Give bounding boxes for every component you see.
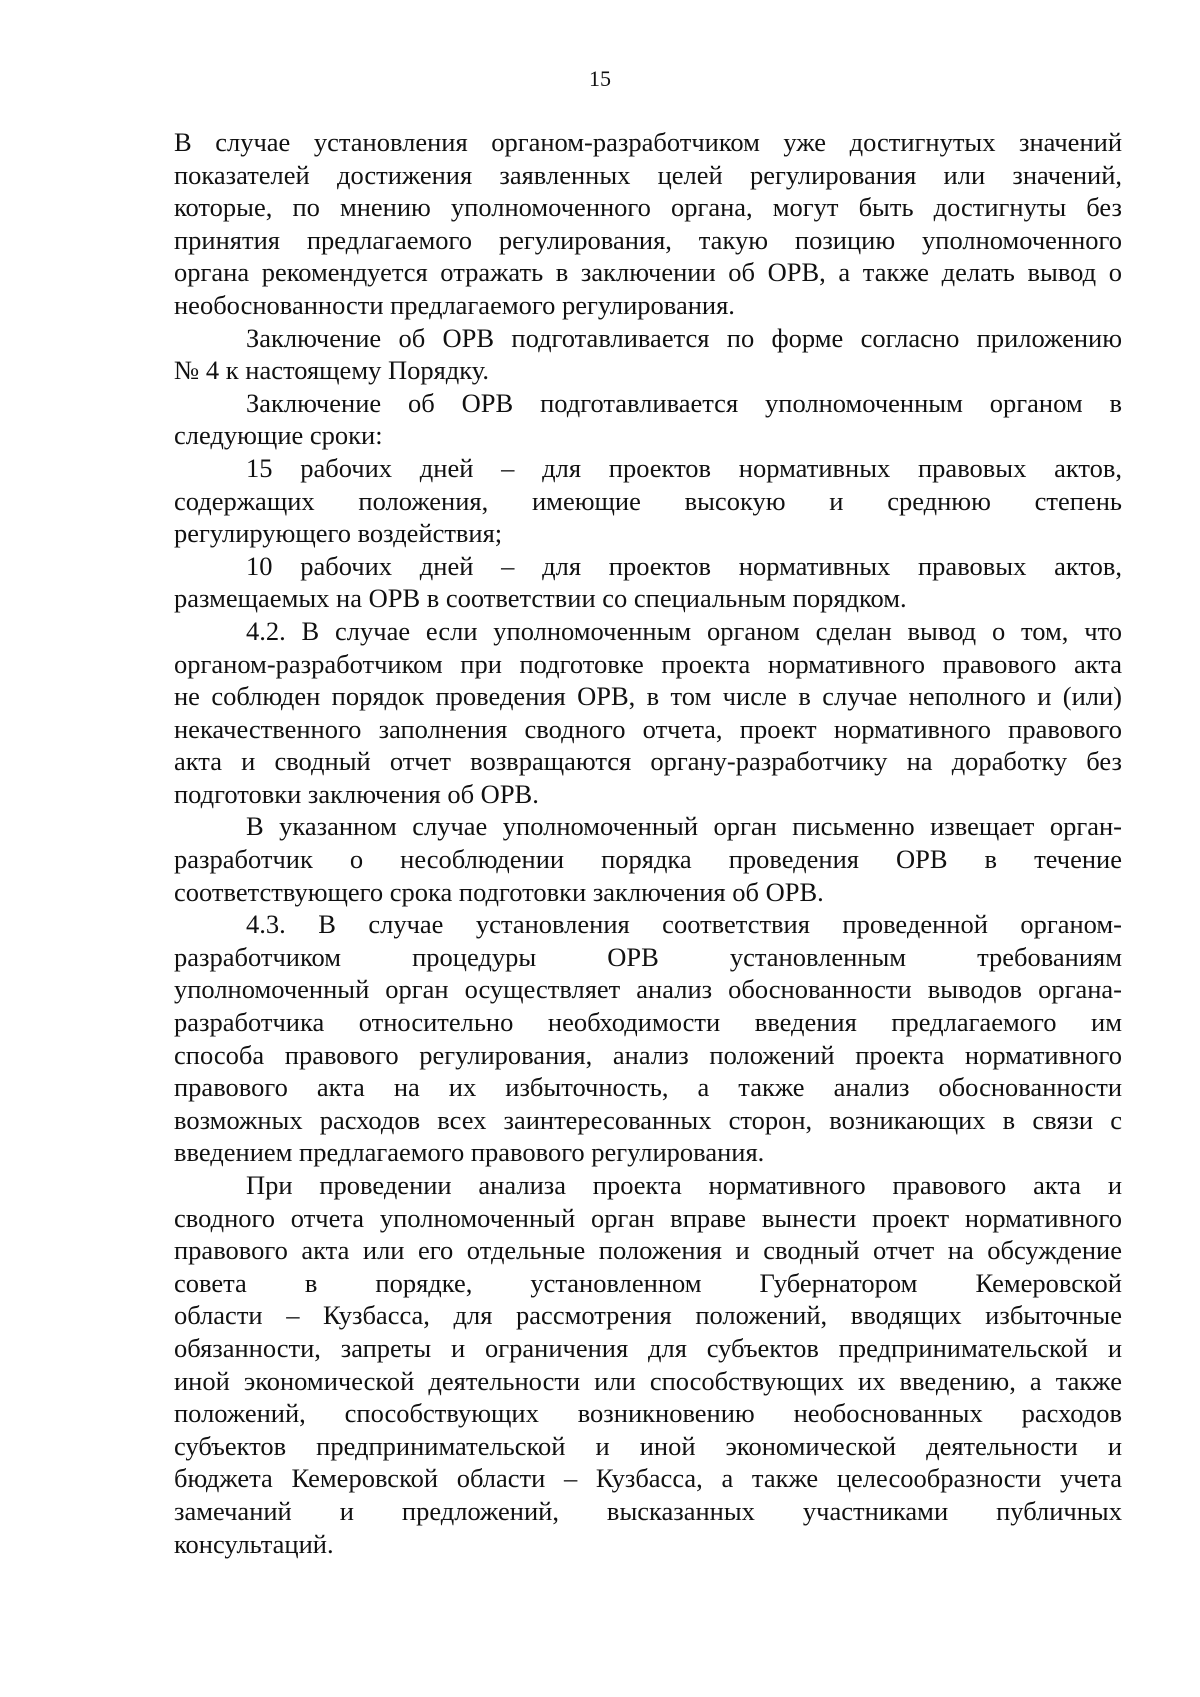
text-line: акта и сводный отчет возвращаются органу-разработчику на доработку без — [174, 746, 1122, 777]
document-body — [174, 126, 1122, 1560]
text-line: необоснованности предлагаемого регулирования. — [174, 289, 735, 320]
text-line: субъектов предпринимательской и иной экономической деятельности и — [174, 1430, 1122, 1461]
text-line: следующие сроки: — [174, 420, 383, 451]
text-line: регулирующего воздействия; — [174, 518, 503, 549]
page-number: 15 — [589, 66, 611, 91]
text-line: замечаний и предложений, высказанных участниками публичных — [174, 1495, 1122, 1526]
text-line: разработчик о несоблюдении порядка проведения ОРВ в течение — [174, 844, 1122, 875]
text-line: положений, способствующих возникновению необоснованных расходов — [174, 1398, 1122, 1429]
text-line: обязанности, запреты и ограничения для субъектов предпринимательской и — [174, 1332, 1122, 1363]
text-line: не соблюден порядок проведения ОРВ, в том числе в случае неполного и (или) — [174, 681, 1122, 712]
text-line: принятия предлагаемого регулирования, такую позицию уполномоченного — [174, 224, 1122, 255]
paragraph — [174, 126, 1122, 322]
text-line: органом-разработчиком при подготовке проекта нормативного правового акта — [174, 648, 1122, 679]
paragraph — [174, 615, 1122, 811]
text-line: которые, по мнению уполномоченного органа, могут быть достигнуты без — [174, 192, 1122, 223]
text-line: возможных расходов всех заинтересованных сторон, возникающих в связи с — [174, 1104, 1122, 1135]
text-line: способа правового регулирования, анализ положений проекта нормативного — [174, 1039, 1122, 1070]
text-line: № 4 к настоящему Порядку. — [174, 355, 489, 386]
text-line: размещаемых на ОРВ в соответствии со специальным порядком. — [174, 583, 907, 614]
text-line: правового акта на их избыточность, а также анализ обоснованности — [174, 1072, 1122, 1103]
text-line: 15 рабочих дней – для проектов нормативных правовых актов, — [246, 452, 1122, 483]
text-line: Заключение об ОРВ подготавливается уполномоченным органом в — [246, 387, 1122, 418]
paragraph — [174, 908, 1122, 1169]
text-line: органа рекомендуется отражать в заключении об ОРВ, а также делать вывод о — [174, 257, 1122, 288]
paragraph — [174, 322, 1122, 387]
paragraph — [174, 387, 1122, 452]
text-line: В случае установления органом-разработчиком уже достигнутых значений — [174, 127, 1122, 157]
text-line: подготовки заключения об ОРВ. — [174, 778, 539, 809]
text-line: бюджета Кемеровской области – Кузбасса, а также целесообразности учета — [174, 1463, 1122, 1494]
text-line: области – Кузбасса, для рассмотрения положений, вводящих избыточные — [174, 1300, 1122, 1331]
text-line: совета в порядке, установленном Губернатором Кемеровской — [174, 1267, 1122, 1298]
text-line: некачественного заполнения сводного отчета, проект нормативного правового — [174, 713, 1122, 744]
text-line: В указанном случае уполномоченный орган письменно извещает орган- — [246, 811, 1122, 842]
paragraph — [174, 452, 1122, 550]
text-line: сводного отчета уполномоченный орган вправе вынести проект нормативного — [174, 1202, 1122, 1233]
text-line: показателей достижения заявленных целей регулирования или значений, — [174, 159, 1122, 190]
text-line: При проведении анализа проекта нормативного правового акта и — [246, 1170, 1122, 1200]
text-line: уполномоченный орган осуществляет анализ обоснованности выводов органа- — [174, 974, 1122, 1005]
paragraph — [174, 1169, 1122, 1560]
text-line: 10 рабочих дней – для проектов нормативных правовых актов, — [246, 550, 1122, 581]
text-line: Заключение об ОРВ подготавливается по форме согласно приложению — [246, 322, 1122, 353]
text-line: разработчика относительно необходимости введения предлагаемого им — [174, 1007, 1122, 1038]
text-line: содержащих положения, имеющие высокую и среднюю степень — [174, 485, 1122, 516]
text-line: 4.2. В случае если уполномоченным органом сделан вывод о том, что — [246, 615, 1122, 646]
text-line: соответствующего срока подготовки заключения об ОРВ. — [174, 876, 824, 907]
text-line: иной экономической деятельности или способствующих их введению, а также — [174, 1365, 1122, 1396]
text-line: разработчиком процедуры ОРВ установленным требованиям — [174, 941, 1122, 972]
text-line: правового акта или его отдельные положения и сводный отчет на обсуждение — [174, 1235, 1122, 1266]
text-line: консультаций. — [174, 1528, 334, 1559]
paragraph — [174, 810, 1122, 908]
paragraph — [174, 550, 1122, 615]
text-line: введением предлагаемого правового регулирования. — [174, 1137, 765, 1168]
text-line: 4.3. В случае установления соответствия проведенной органом- — [246, 909, 1122, 940]
